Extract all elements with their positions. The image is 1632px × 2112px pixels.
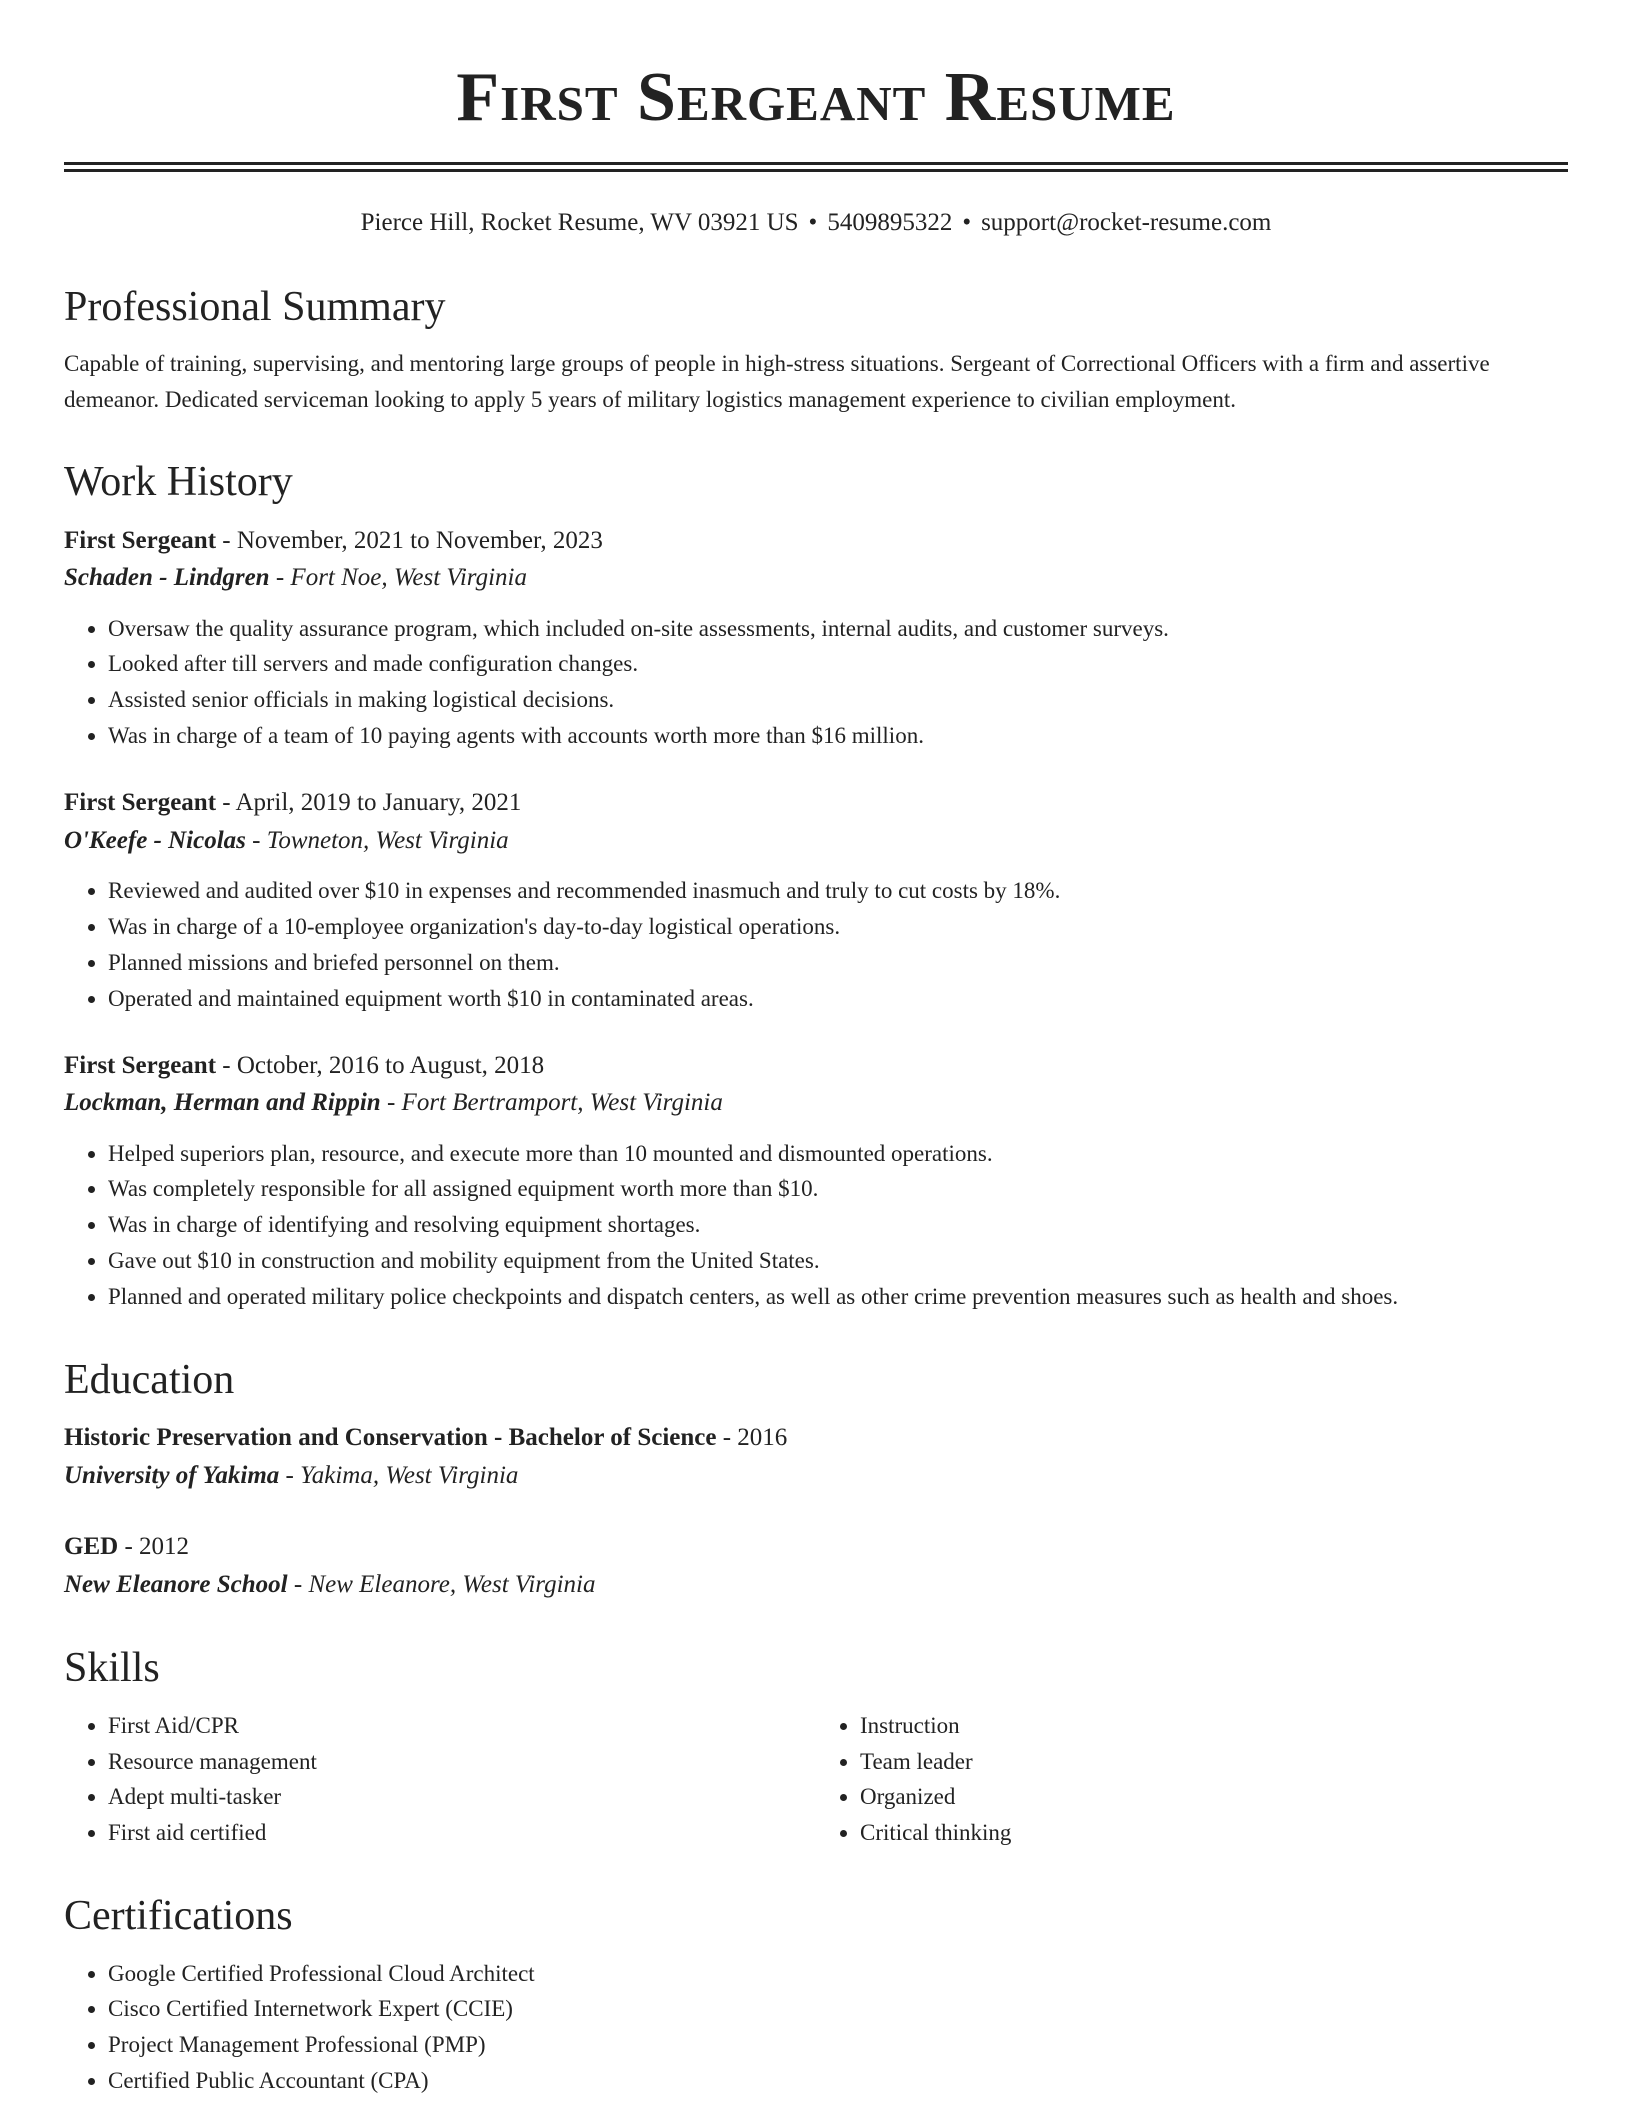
education-location: - Yakima, West Virginia xyxy=(279,1461,519,1489)
certification-item: • Project Management Professional (PMP) xyxy=(108,2027,1568,2063)
education-school: New Eleanore School xyxy=(64,1570,288,1598)
job-entry xyxy=(64,784,1568,1017)
job-bullet: • Was in charge of identifying and resolving equipment shortages. xyxy=(108,1207,1568,1243)
resume-title: First Sergeant Resume xyxy=(456,59,1176,136)
skill-item: • First Aid/CPR xyxy=(108,1708,816,1744)
skill-item: • First aid certified xyxy=(108,1815,816,1851)
job-dates: - November, 2021 to November, 2023 xyxy=(216,526,603,554)
job-bullet: • Looked after till servers and made configuration changes. xyxy=(108,646,1568,682)
job-entry xyxy=(64,1047,1568,1315)
education-degree: GED xyxy=(64,1533,119,1561)
job-location: - Fort Bertramport, West Virginia xyxy=(380,1089,723,1117)
job-bullet: • Was completely responsible for all assigned equipment worth more than $10. xyxy=(108,1171,1568,1207)
job-entry xyxy=(64,522,1568,755)
contact-line xyxy=(64,204,1568,242)
job-header xyxy=(64,1047,1568,1085)
job-bullets xyxy=(64,1136,1568,1315)
skills-heading: Skills xyxy=(64,1645,160,1692)
education-school: University of Yakima xyxy=(64,1461,280,1489)
summary-text: Capable of training, supervising, and mentoring large groups of people in high-stress situations. Sergeant of Correctional Officers with a firm and assertive demeanor. Dedicated serviceman looking to apply 5 years of military logistics management experience to civilian employment. xyxy=(64,350,1490,412)
skill-item: • Organized xyxy=(860,1779,1568,1815)
job-company: O'Keefe - Nicolas xyxy=(64,826,246,854)
skills-columns xyxy=(64,1708,1568,1852)
education-year: - 2016 xyxy=(716,1424,788,1452)
certifications-list xyxy=(64,1956,1568,2100)
certification-item: • Google Certified Professional Cloud Architect xyxy=(108,1956,1568,1992)
job-bullet: • Reviewed and audited over $10 in expenses and recommended inasmuch and truly to cut costs by 18%. xyxy=(108,873,1568,909)
title-double-rule xyxy=(64,162,1568,172)
job-location: - Fort Noe, West Virginia xyxy=(269,564,527,592)
certification-item: • Certified Public Accountant (CPA) xyxy=(108,2063,1568,2099)
job-title: First Sergeant xyxy=(64,526,217,554)
skill-item: • Instruction xyxy=(860,1708,1568,1744)
education-school-line xyxy=(64,1566,1568,1604)
job-bullet: • Assisted senior officials in making logistical decisions. xyxy=(108,682,1568,718)
job-bullet: • Gave out $10 in construction and mobility equipment from the United States. xyxy=(108,1243,1568,1279)
job-company-line xyxy=(64,559,1568,597)
job-company: Lockman, Herman and Rippin xyxy=(64,1089,381,1117)
education-year: - 2012 xyxy=(118,1533,190,1561)
education-entry xyxy=(64,1528,1568,1603)
job-bullet: • Was in charge of a team of 10 paying agents with accounts worth more than $16 million. xyxy=(108,718,1568,754)
contact-phone: 5409895322 xyxy=(827,209,953,236)
education-header xyxy=(64,1419,1568,1457)
certifications-heading: Certifications xyxy=(64,1893,293,1940)
job-dates: - April, 2019 to January, 2021 xyxy=(216,789,522,817)
education-school-line xyxy=(64,1457,1568,1495)
skill-item: • Adept multi-tasker xyxy=(108,1779,816,1815)
education-entry xyxy=(64,1419,1568,1494)
skill-item: • Resource management xyxy=(108,1744,816,1780)
education-location: - New Eleanore, West Virginia xyxy=(287,1570,596,1598)
job-location: - Towneton, West Virginia xyxy=(245,826,509,854)
contact-email: support@rocket-resume.com xyxy=(981,209,1272,236)
skills-left-column xyxy=(64,1708,816,1852)
job-company-line xyxy=(64,1084,1568,1122)
skill-item: • Critical thinking xyxy=(860,1815,1568,1851)
contact-separator: • xyxy=(962,209,972,236)
job-bullet: • Was in charge of a 10-employee organization's day-to-day logistical operations. xyxy=(108,909,1568,945)
job-company-line xyxy=(64,822,1568,860)
job-bullet: • Oversaw the quality assurance program, which included on-site assessments, internal audits, and customer surveys. xyxy=(108,611,1568,647)
job-title: First Sergeant xyxy=(64,789,217,817)
education-degree: Historic Preservation and Conservation - Bachelor of Science xyxy=(64,1424,717,1452)
job-bullet: • Planned and operated military police checkpoints and dispatch centers, as well as other crime prevention measures such as health and shoes. xyxy=(108,1279,1568,1315)
job-bullet: • Operated and maintained equipment worth $10 in contaminated areas. xyxy=(108,981,1568,1017)
summary-heading: Professional Summary xyxy=(64,283,446,330)
job-title: First Sergeant xyxy=(64,1051,217,1079)
work-history-heading: Work History xyxy=(64,459,293,506)
contact-separator: • xyxy=(808,209,818,236)
job-bullets xyxy=(64,873,1568,1017)
job-header xyxy=(64,522,1568,560)
education-header xyxy=(64,1528,1568,1566)
job-company: Schaden - Lindgren xyxy=(64,564,270,592)
certification-item: • Cisco Certified Internetwork Expert (CCIE) xyxy=(108,1991,1568,2027)
job-header xyxy=(64,784,1568,822)
contact-address: Pierce Hill, Rocket Resume, WV 03921 US xyxy=(360,209,799,236)
education-heading: Education xyxy=(64,1356,235,1403)
job-bullet: • Helped superiors plan, resource, and execute more than 10 mounted and dismounted operations. xyxy=(108,1136,1568,1172)
skill-item: • Team leader xyxy=(860,1744,1568,1780)
job-dates: - October, 2016 to August, 2018 xyxy=(216,1051,545,1079)
job-bullet: • Planned missions and briefed personnel on them. xyxy=(108,945,1568,981)
skills-right-column xyxy=(816,1708,1568,1852)
job-bullets xyxy=(64,611,1568,755)
